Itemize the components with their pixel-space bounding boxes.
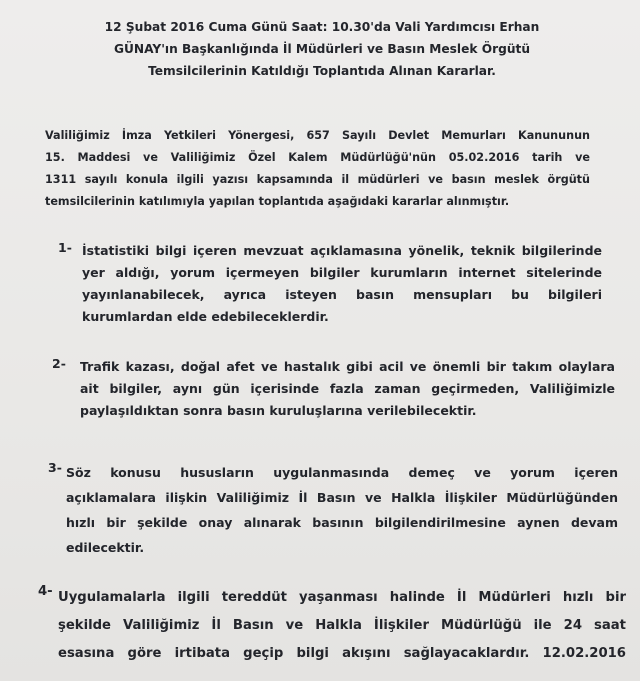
intro-line: temsilcilerinin katılımıyla yapılan toplantıda aşağıdaki kararlar alınmıştır. [45, 195, 510, 208]
intro-line: Valiliğimiz İmza Yetkileri Yönergesi, 657 Sayılı Devlet Memurları Kanununun [45, 129, 590, 142]
item-line: Trafik kazası, doğal afet ve hastalık gibi acil ve önemli bir takım olaylara [80, 359, 615, 374]
item-number: 1- [58, 240, 72, 255]
item-number: 3- [48, 460, 62, 475]
title-line: Temsilcilerinin Katıldığı Toplantıda Alınan Kararlar. [148, 64, 496, 78]
item-line: Söz konusu hususların uygulanmasında demeç ve yorum içeren [66, 465, 618, 480]
item-text [82, 240, 602, 328]
item-line: yayınlanabilecek, ayrıca isteyen basın mensupları bu bilgileri [82, 287, 602, 302]
item-line: esasına göre irtibata geçip bilgi akışını sağlayacaklardır. 12.02.2016 [58, 646, 626, 661]
item-line: yer aldığı, yorum içermeyen bilgiler kurumların internet sitelerinde [82, 265, 602, 280]
item-line: İstatistiki bilgi içeren mevzuat açıklamasına yönelik, teknik bilgilerinde [82, 243, 602, 258]
item-text [58, 584, 626, 668]
item-line: Uygulamalarla ilgili tereddüt yaşanması halinde İl Müdürleri hızlı bir [58, 590, 626, 605]
item-text [80, 356, 615, 422]
item-line: şekilde Valiliğimiz İl Basın ve Halkla İlişkiler Müdürlüğü ile 24 saat [58, 618, 626, 633]
title-line: GÜNAY'ın Başkanlığında İl Müdürleri ve Basın Meslek Örgütü [114, 42, 530, 56]
item-number: 4- [38, 584, 53, 599]
intro-line: 15. Maddesi ve Valiliğimiz Özel Kalem Müdürlüğü'nün 05.02.2016 tarih ve [45, 151, 590, 164]
document-title [62, 16, 582, 82]
intro-paragraph [45, 125, 590, 213]
title-line: 12 Şubat 2016 Cuma Günü Saat: 10.30'da Vali Yardımcısı Erhan [104, 20, 540, 34]
item-line: edilecektir. [66, 540, 145, 555]
item-line: kurumlardan elde edebileceklerdir. [82, 309, 329, 324]
item-line: hızlı bir şekilde onay alınarak basının bilgilendirilmesine aynen devam [66, 515, 618, 530]
item-line: paylaşıldıktan sonra basın kuruluşlarına verilebilecektir. [80, 403, 477, 418]
item-text [66, 460, 618, 560]
item-line: açıklamalara ilişkin Valiliğimiz İl Basın ve Halkla İlişkiler Müdürlüğünden [66, 490, 618, 505]
intro-line: 1311 sayılı konula ilgili yazısı kapsamında il müdürleri ve basın meslek örgütü [45, 173, 590, 186]
item-line: ait bilgiler, aynı gün içerisinde fazla zaman geçirmeden, Valiliğimizle [80, 381, 615, 396]
item-number: 2- [52, 356, 66, 371]
